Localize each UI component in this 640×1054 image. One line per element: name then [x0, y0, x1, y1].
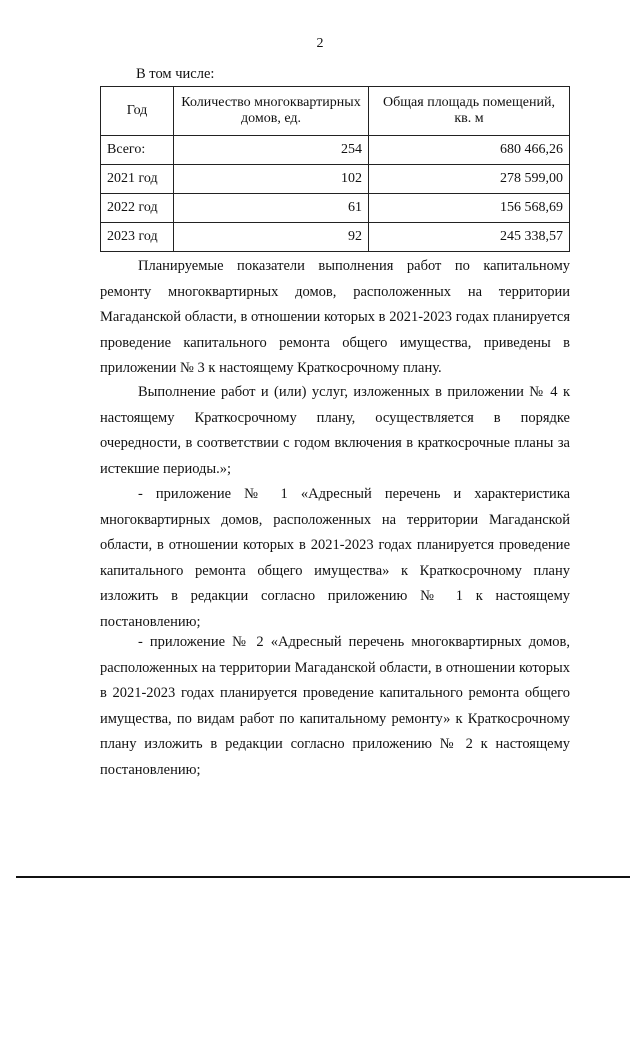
paragraph-appendix-1: - приложение № 1 «Адресный перечень и характеристика многоквартирных домов, расположенных на территории Магаданской области, в отношении которых в 2021-2023 годах планируется проведение капитального ремонта общего имущества» к Краткосрочному плану изложить в редакции согласно приложению № 1 к настоящему постановлению; — [100, 486, 570, 630]
row-houses: 92 — [174, 223, 369, 252]
table-row — [101, 194, 570, 223]
header-area: Общая площадь помещений, кв. м — [369, 87, 570, 136]
row-area: 245 338,57 — [369, 223, 570, 252]
paragraph-execution-order: Выполнение работ и (или) услуг, изложенных в приложении № 4 к настоящему Краткосрочному плану, осуществляется в порядке очередности, в соответствии с годом включения в краткосрочные планы за истекшие периоды.»; — [100, 384, 570, 477]
row-area: 156 568,69 — [369, 194, 570, 223]
table-header-row — [101, 87, 570, 136]
footer-divider — [16, 876, 630, 878]
row-label: 2021 год — [101, 165, 174, 194]
table-row — [101, 223, 570, 252]
row-label: 2023 год — [101, 223, 174, 252]
paragraph-appendix-2: - приложение № 2 «Адресный перечень многоквартирных домов, расположенных на территории Магаданской области, в отношении которых в 2021-2023 годах планируется проведение капитального ремонта общего имущества, по видам работ по капитальному ремонту» к Краткосрочному плану изложить в редакции согласно приложению № 2 к настоящему постановлению; — [100, 634, 570, 778]
row-houses: 102 — [174, 165, 369, 194]
table-row — [101, 136, 570, 165]
row-houses: 61 — [174, 194, 369, 223]
page-number: 2 — [316, 36, 324, 51]
paragraph-indicators: Планируемые показатели выполнения работ по капитальному ремонту многоквартирных домов, расположенных на территории Магаданской области, в отношении которых в 2021-2023 годах планируется проведение капитального ремонта общего имущества, приведены в приложении № 3 к настоящему Краткосрочному плану. — [100, 258, 570, 376]
table-row — [101, 165, 570, 194]
housing-table — [100, 86, 570, 252]
row-label: Всего: — [101, 136, 174, 165]
header-houses: Количество многоквартирных домов, ед. — [174, 87, 369, 136]
row-area: 278 599,00 — [369, 165, 570, 194]
row-houses: 254 — [174, 136, 369, 165]
row-label: 2022 год — [101, 194, 174, 223]
header-year: Год — [101, 87, 174, 136]
row-area: 680 466,26 — [369, 136, 570, 165]
intro-text: В том числе: — [136, 66, 215, 82]
